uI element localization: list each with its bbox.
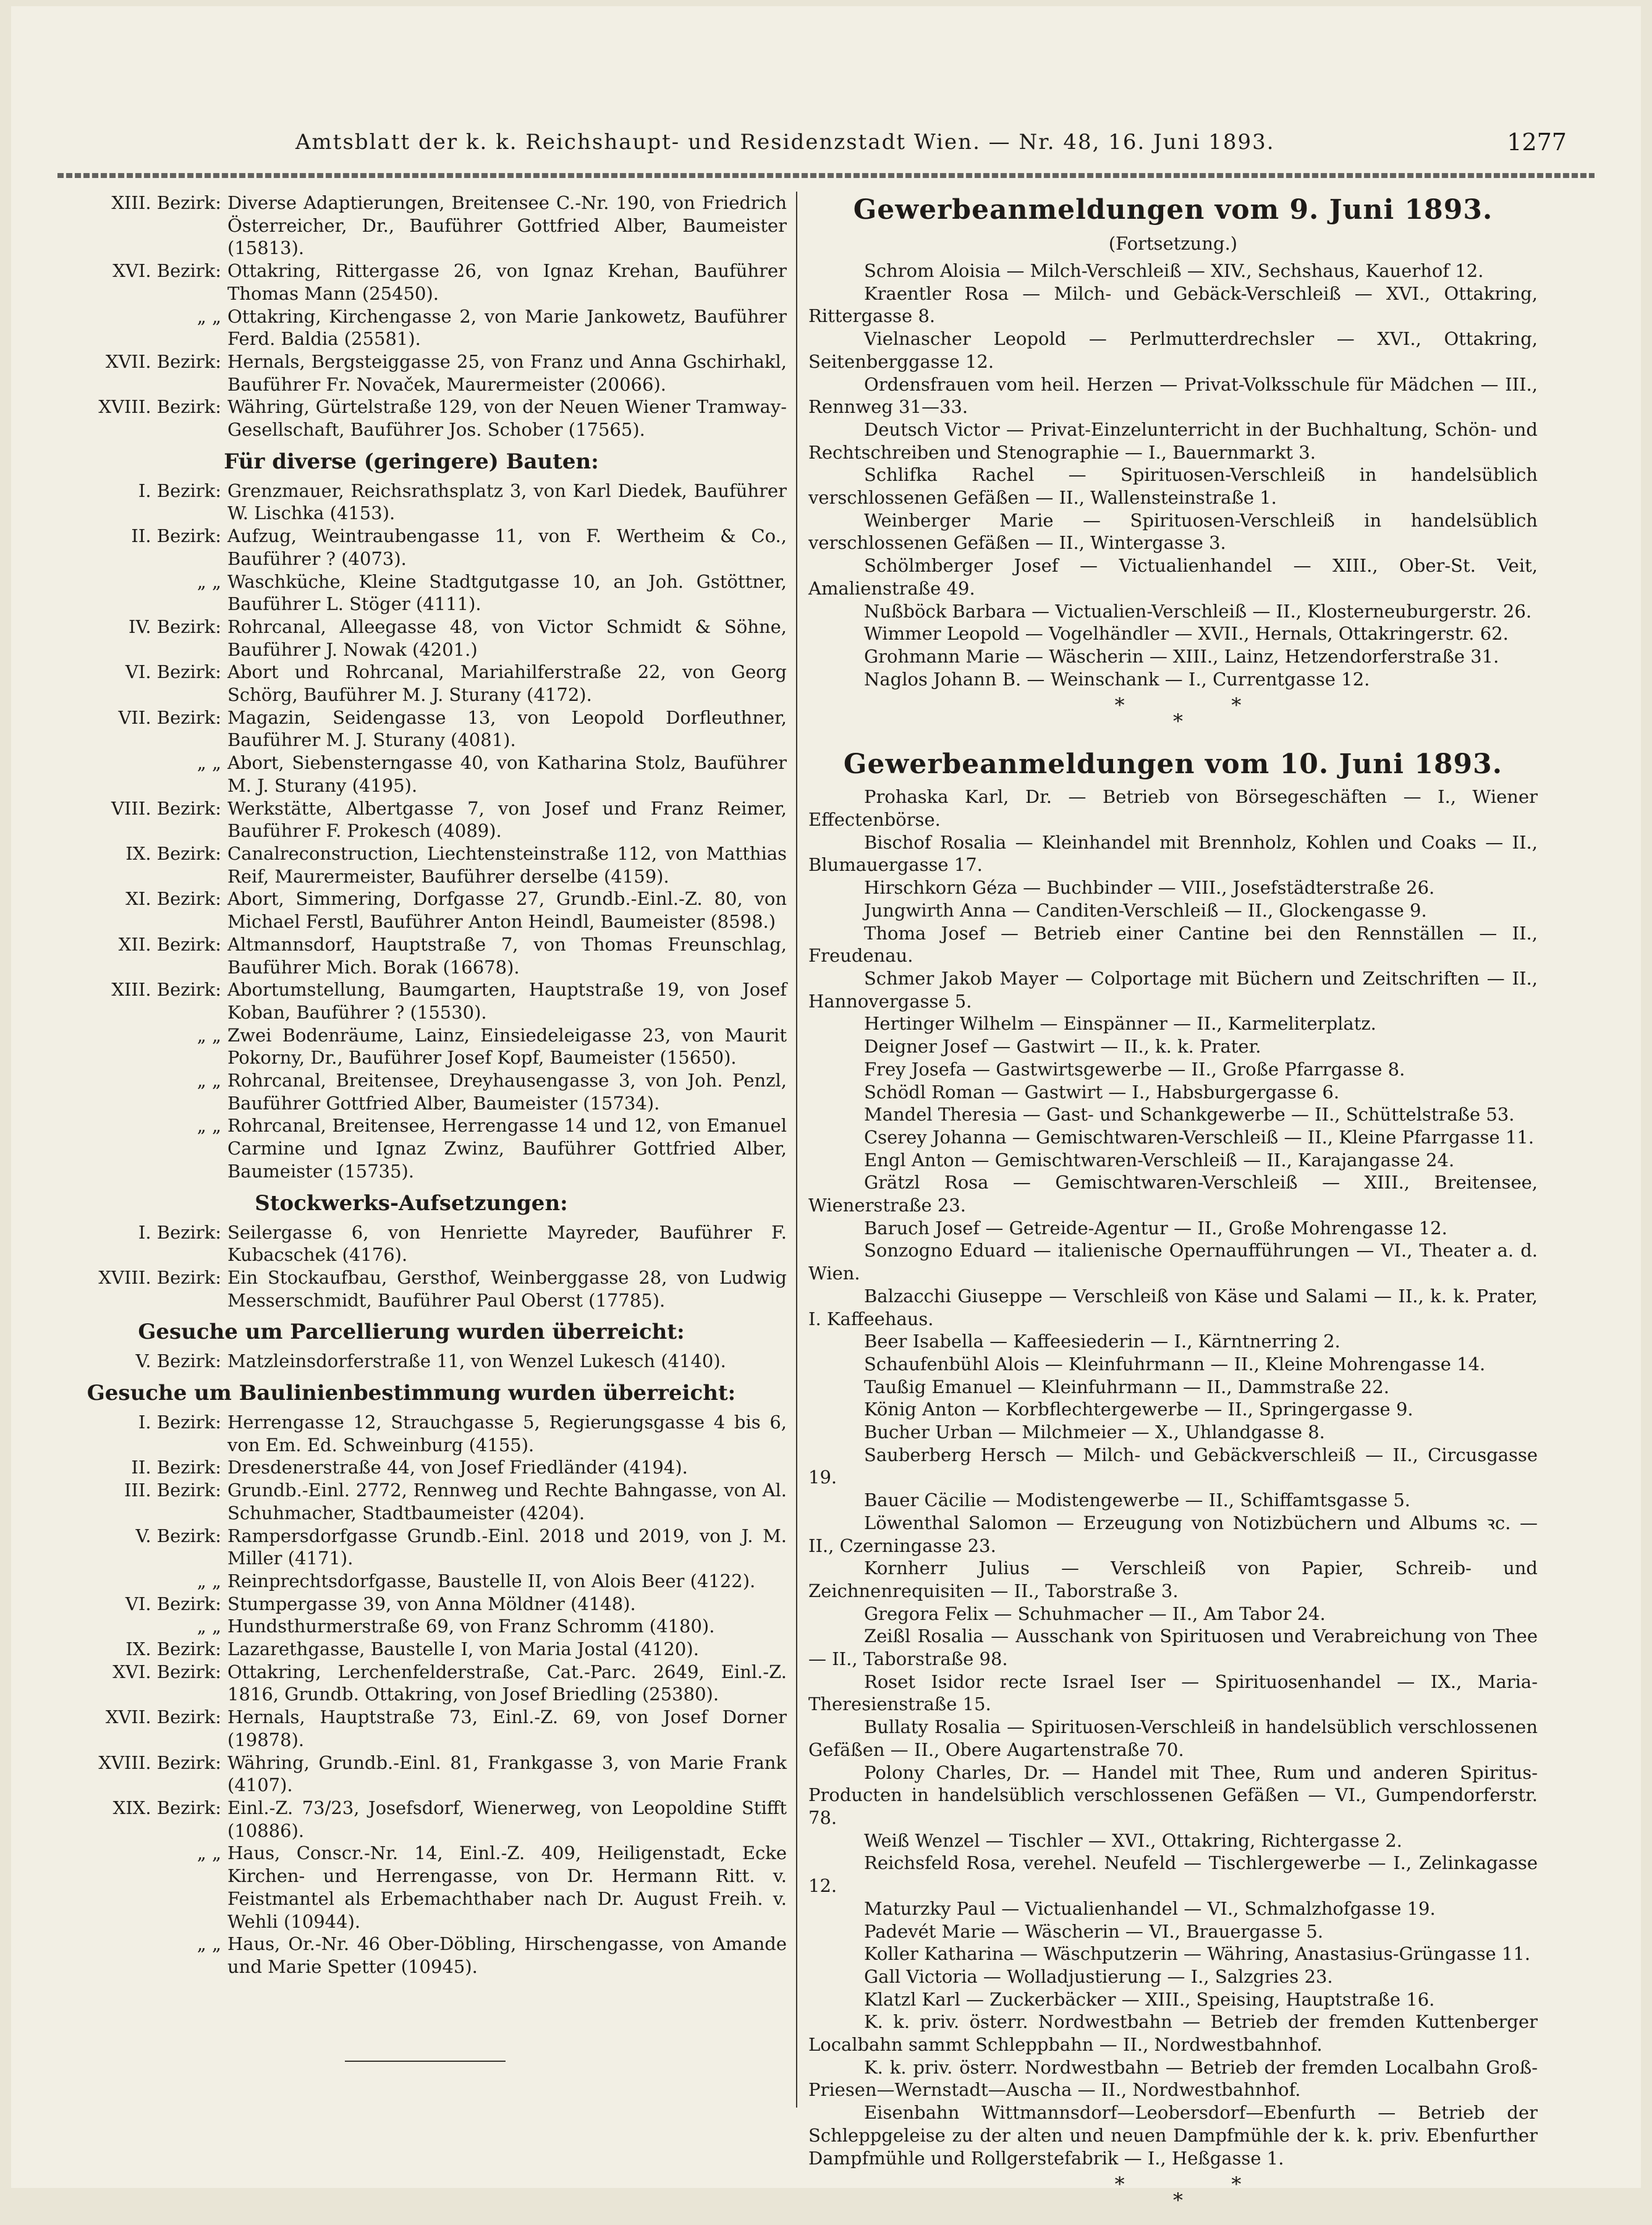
registration-entry: Bischof Rosalia — Kleinhandel mit Brennholz, Kohlen und Coaks — II., Blumauergasse 17. xyxy=(808,831,1538,876)
entry-text: Seilergasse 6, von Henriette Mayreder, Bauführer F. Kubacschek (4176). xyxy=(227,1221,787,1266)
registration-entry: Schmer Jakob Mayer — Colportage mit Büchern und Zeitschriften — II., Hannovergasse 5. xyxy=(808,967,1538,1012)
registration-entry: Baruch Josef — Getreide-Agentur — II., Große Mohrengasse 12. xyxy=(864,1217,1447,1239)
page-header xyxy=(85,124,1567,161)
registration-entry: Sauberberg Hersch — Milch- und Gebäckverschleiß — II., Circusgasse 19. xyxy=(808,1444,1538,1488)
registration-entry: Beer Isabella — Kaffeesiederin — I., Kärntnerring 2. xyxy=(864,1331,1341,1352)
registration-entry: Ordensfrauen vom heil. Herzen — Privat-Volksschule für Mädchen — III., Rennweg 31—33. xyxy=(808,373,1538,418)
district-label: XVII. Bezirk: xyxy=(105,350,221,372)
district-label: V. Bezirk: xyxy=(135,1350,221,1372)
page-number: 1277 xyxy=(1507,129,1567,156)
registration-entry: Roset Isidor recte Israel Iser — Spirituosenhandel — IX., Maria-Theresienstraße 15. xyxy=(808,1671,1538,1715)
registration-entry: Taußig Emanuel — Kleinfuhrmann — II., Dammstraße 22. xyxy=(864,1376,1389,1397)
registration-entry: Schödl Roman — Gastwirt — I., Habsburgergasse 6. xyxy=(864,1081,1340,1103)
star: * xyxy=(1173,710,1183,734)
district-label: IX. Bezirk: xyxy=(125,1638,221,1660)
district-label: II. Bezirk: xyxy=(131,1457,221,1478)
registration-entry: Grohmann Marie — Wäscherin — XIII., Lainz, Hetzendorferstraße 31. xyxy=(864,645,1499,667)
district-label: „ „ xyxy=(197,752,221,774)
registration-entry: Vielnascher Leopold — Perlmutterdrechsler — XVI., Ottakring, Seitenberggasse 12. xyxy=(808,328,1538,372)
registration-entry: König Anton — Korbflechtergewerbe — II., Springergasse 9. xyxy=(864,1399,1413,1420)
entry-text: Grenzmauer, Reichsrathsplatz 3, von Karl Diedek, Bauführer W. Lischka (4153). xyxy=(227,480,787,524)
list-item xyxy=(36,1797,787,1842)
entry-text: Aufzug, Weintraubengasse 11, von F. Wertheim & Co., Bauführer ? (4073). xyxy=(227,525,787,569)
left-top-entries xyxy=(36,192,787,441)
registration-entry: K. k. priv. österr. Nordwestbahn — Betrieb der fremden Kuttenberger Localbahn sammt Schleppbahn — II., Nordwestbahnhof. xyxy=(808,2011,1538,2056)
list-item xyxy=(36,1266,787,1312)
list-item xyxy=(36,888,787,933)
list-item xyxy=(36,1069,787,1114)
header-rule xyxy=(57,173,1595,178)
district-label: VI. Bezirk: xyxy=(125,1593,221,1614)
parcellierung-entries xyxy=(36,1350,787,1373)
entry-text: Matzleinsdorferstraße 11, von Wenzel Lukesch (4140). xyxy=(227,1350,726,1372)
district-label: XVI. Bezirk: xyxy=(112,260,221,282)
list-item xyxy=(36,525,787,570)
district-label: „ „ xyxy=(197,1070,221,1091)
list-item xyxy=(36,933,787,978)
list-item xyxy=(36,350,787,396)
registration-entry: Deigner Josef — Gastwirt — II., k. k. Prater. xyxy=(864,1036,1261,1057)
entry-text: Abort, Simmering, Dorfgasse 27, Grundb.-Einl.-Z. 80, von Michael Ferstl, Bauführer Anton Heindl, Baumeister (8598.) xyxy=(227,888,787,933)
list-item xyxy=(36,1525,787,1570)
registration-entry: Prohaska Karl, Dr. — Betrieb von Börsegeschäften — I., Wiener Effectenbörse. xyxy=(808,786,1538,831)
section-title-diverse: Für diverse (geringere) Bauten: xyxy=(224,449,599,474)
registration-entry: Bauer Cäcilie — Modistengewerbe — II., Schiffamtsgasse 5. xyxy=(864,1490,1410,1511)
registration-entry: Bullaty Rosalia — Spirituosen-Verschleiß in handelsüblich verschlossenen Gefäßen — II., Obere Augartenstraße 70. xyxy=(808,1716,1538,1760)
registration-entry: Klatzl Karl — Zuckerbäcker — XIII., Speising, Hauptstraße 16. xyxy=(864,1988,1435,2010)
district-label: „ „ xyxy=(197,1842,221,1864)
entry-text: Haus, Or.-Nr. 46 Ober-Döbling, Hirschengasse, von Amande und Marie Spetter (10945). xyxy=(227,1933,787,1977)
registration-entry: Mandel Theresia — Gast- und Schankgewerbe — II., Schüttelstraße 53. xyxy=(864,1104,1515,1125)
list-item xyxy=(36,1593,787,1616)
list-item xyxy=(36,305,787,350)
entry-text: Abortumstellung, Baumgarten, Hauptstraße 19, von Josef Koban, Bauführer ? (15530). xyxy=(227,979,787,1023)
district-label: IX. Bezirk: xyxy=(125,842,221,864)
entry-text: Zwei Bodenräume, Lainz, Einsiedeleigasse 23, von Maurit Pokorny, Dr., Bauführer Josef Kopf, Baumeister (15650). xyxy=(227,1024,787,1069)
registration-entry: Padevét Marie — Wäscherin — VI., Brauergasse 5. xyxy=(864,1920,1324,1942)
entry-text: Rohrcanal, Alleegasse 48, von Victor Schmidt & Söhne, Bauführer J. Nowak (4201.) xyxy=(227,616,787,660)
entry-text: Abort und Rohrcanal, Mariahilferstraße 22, von Georg Schörg, Bauführer M. J. Sturany (4172). xyxy=(227,661,787,706)
list-item xyxy=(36,752,787,797)
district-label: VII. Bezirk: xyxy=(118,706,221,728)
diverse-entries xyxy=(36,480,787,1183)
subheading-continuation: (Fortsetzung.) xyxy=(1108,233,1238,254)
june-9-entries xyxy=(808,260,1538,690)
registration-entry: Thoma Josef — Betrieb einer Cantine bei den Rennställen — II., Freudenau. xyxy=(808,922,1538,967)
bottom-rule xyxy=(345,2061,506,2062)
district-label: „ „ xyxy=(197,1570,221,1591)
district-label: V. Bezirk: xyxy=(135,1525,221,1546)
list-item xyxy=(36,1114,787,1182)
entry-text: Dresdenerstraße 44, von Josef Friedländer (4194). xyxy=(227,1457,688,1478)
newspaper-page xyxy=(11,6,1641,2213)
district-label: „ „ xyxy=(197,1115,221,1137)
section-title-parcellierung: Gesuche um Parcellierung wurden überreicht: xyxy=(138,1320,685,1345)
registration-entry: Bucher Urban — Milchmeier — X., Uhlandgasse 8. xyxy=(864,1422,1325,1443)
district-label: XII. Bezirk: xyxy=(118,933,221,955)
heading-june-10: Gewerbeanmeldungen vom 10. Juni 1893. xyxy=(843,748,1503,781)
entry-text: Ottakring, Lerchenfelderstraße, Cat.-Parc. 2649, Einl.-Z. 1816, Grundb. Ottakring, von Josef Briedling (25380). xyxy=(227,1661,787,1705)
entry-text: Canalreconstruction, Liechtensteinstraße 112, von Matthias Reif, Maurermeister, Bauführer derselbe (4159). xyxy=(227,842,787,887)
district-label: „ „ xyxy=(197,305,221,327)
entry-text: Werkstätte, Albertgasse 7, von Josef und Franz Reimer, Bauführer F. Prokesch (4089). xyxy=(227,797,787,842)
list-item xyxy=(36,797,787,842)
district-label: XVI. Bezirk: xyxy=(112,1661,221,1682)
entry-text: Rampersdorfgasse Grundb.-Einl. 2018 und 2019, von J. M. Miller (4171). xyxy=(227,1525,787,1569)
district-label: „ „ xyxy=(197,1616,221,1637)
registration-entry: Grätzl Rosa — Gemischtwaren-Verschleiß — XIII., Breitensee, Wienerstraße 23. xyxy=(808,1172,1538,1216)
registration-entry: Weinberger Marie — Spirituosen-Verschleiß in handelsüblich verschlossenen Gefäßen — II., Wintergasse 3. xyxy=(808,509,1538,554)
section-title-baulinien: Gesuche um Baulinienbestimmung wurden überreicht: xyxy=(87,1381,736,1406)
registration-entry: Polony Charles, Dr. — Handel mit Thee, Rum und anderen Spiritus-Producten in handelsüblich verschlossenen Gefäßen — VI., Gumpendorferstr. 78. xyxy=(808,1761,1538,1828)
column-divider xyxy=(796,192,797,2108)
district-label: XVIII. Bezirk: xyxy=(98,1752,221,1773)
list-item xyxy=(36,1221,787,1266)
list-item xyxy=(36,1479,787,1524)
list-item xyxy=(36,1411,787,1456)
list-item xyxy=(36,616,787,661)
list-item xyxy=(36,661,787,706)
star: * xyxy=(1114,693,1125,718)
list-item xyxy=(36,1570,787,1593)
registration-entry: Hirschkorn Géza — Buchbinder — VIII., Josefstädterstraße 26. xyxy=(864,877,1435,899)
registration-entry: Naglos Johann B. — Weinschank — I., Currentgasse 12. xyxy=(864,668,1370,690)
entry-text: Diverse Adaptierungen, Breitensee C.-Nr. 190, von Friedrich Österreicher, Dr., Bauführer Gottfried Alber, Baumeister (15813). xyxy=(227,192,787,259)
star: * xyxy=(1231,693,1242,718)
registration-entry: Engl Anton — Gemischtwaren-Verschleiß — II., Karajangasse 24. xyxy=(864,1149,1455,1171)
registration-entry: Nußböck Barbara — Victualien-Verschleiß — II., Klosterneuburgerstr. 26. xyxy=(864,600,1532,622)
list-item xyxy=(36,1638,787,1661)
entry-text: Magazin, Seidengasse 13, von Leopold Dorfleuthner, Bauführer M. J. Sturany (4081). xyxy=(227,706,787,751)
entry-text: Ottakring, Kirchengasse 2, von Marie Jankowetz, Bauführer Ferd. Baldia (25581). xyxy=(227,305,787,350)
registration-entry: Weiß Wenzel — Tischler — XVI., Ottakring, Richtergasse 2. xyxy=(864,1829,1402,1851)
entry-text: Haus, Conscr.-Nr. 14, Einl.-Z. 409, Heiligenstadt, Ecke Kirchen- und Herrengasse, von Dr. Hermann Ritt. v. Feistmantel als Erbemachthaber nach Dr. August Freih. v. Wehli (10944). xyxy=(227,1842,787,1932)
district-label: „ „ xyxy=(197,570,221,592)
registration-entry: Zeißl Rosalia — Ausschank von Spirituosen und Verabreichung von Thee — II., Taborstraße 98. xyxy=(808,1625,1538,1670)
list-item xyxy=(36,1752,787,1797)
registration-entry: Sonzogno Eduard — italienische Opernaufführungen — VI., Theater a. d. Wien. xyxy=(808,1240,1538,1284)
list-item xyxy=(36,570,787,616)
entry-text: Waschküche, Kleine Stadtgutgasse 10, an Joh. Gstöttner, Bauführer L. Stöger (4111). xyxy=(227,570,787,615)
registration-entry: K. k. priv. österr. Nordwestbahn — Betrieb der fremden Localbahn Groß-Priesen—Wernstadt—Auscha — II., Nordwestbahnhof. xyxy=(808,2056,1538,2101)
district-label: IV. Bezirk: xyxy=(129,616,221,637)
entry-text: Währing, Grundb.-Einl. 81, Frankgasse 3, von Marie Frank (4107). xyxy=(227,1752,787,1796)
baulinien-entries xyxy=(36,1411,787,1978)
header-title: Amtsblatt der k. k. Reichshaupt- und Residenzstadt Wien. — Nr. 48, 16. Juni 1893. xyxy=(295,130,1275,155)
registration-entry: Deutsch Victor — Privat-Einzelunterricht in der Buchhaltung, Schön- und Rechtschreiben und Stenographie — I., Bauernmarkt 3. xyxy=(808,418,1538,463)
registration-entry: Kraentler Rosa — Milch- und Gebäck-Verschleiß — XVI., Ottakring, Rittergasse 8. xyxy=(808,282,1538,327)
list-item xyxy=(36,1456,787,1479)
list-item xyxy=(36,842,787,888)
entry-text: Lazarethgasse, Baustelle I, von Maria Jostal (4120). xyxy=(227,1638,699,1660)
star: * xyxy=(1114,2172,1125,2197)
registration-entry: Jungwirth Anna — Canditen-Verschleiß — II., Glockengasse 9. xyxy=(864,899,1427,921)
list-item xyxy=(36,192,787,260)
entry-text: Altmannsdorf, Hauptstraße 7, von Thomas Freunschlag, Bauführer Mich. Borak (16678). xyxy=(227,933,787,978)
entry-text: Einl.-Z. 73/23, Josefsdorf, Wienerweg, von Leopoldine Stifft (10886). xyxy=(227,1797,787,1841)
district-label: VI. Bezirk: xyxy=(125,661,221,683)
district-label: XVIII. Bezirk: xyxy=(98,396,221,418)
registration-entry: Frey Josefa — Gastwirtsgewerbe — II., Große Pfarrgasse 8. xyxy=(864,1058,1405,1080)
registration-entry: Schrom Aloisia — Milch-Verschleiß — XIV., Sechshaus, Kauerhof 12. xyxy=(864,260,1484,281)
list-item xyxy=(36,1661,787,1706)
district-label: I. Bezirk: xyxy=(138,1412,221,1433)
right-column xyxy=(808,192,1538,2225)
registration-entry: Gall Victoria — Wolladjustierung — I., Salzgries 23. xyxy=(864,1965,1333,1987)
district-label: „ „ xyxy=(197,1933,221,1955)
star: * xyxy=(1231,2172,1242,2197)
district-label: XVIII. Bezirk: xyxy=(98,1266,221,1288)
entry-text: Rohrcanal, Breitensee, Dreyhausengasse 3, von Joh. Penzl, Bauführer Gottfried Alber, Baumeister (15734). xyxy=(227,1070,787,1114)
registration-entry: Wimmer Leopold — Vogelhändler — XVII., Hernals, Ottakringerstr. 62. xyxy=(864,623,1509,645)
list-item xyxy=(36,1842,787,1933)
stock-entries xyxy=(36,1221,787,1312)
list-item xyxy=(36,706,787,752)
district-label: III. Bezirk: xyxy=(124,1480,221,1501)
separator-stars xyxy=(808,694,1538,737)
district-label: I. Bezirk: xyxy=(138,1221,221,1243)
registration-entry: Reichsfeld Rosa, verehel. Neufeld — Tischlergewerbe — I., Zelinkagasse 12. xyxy=(808,1852,1538,1897)
list-item xyxy=(36,978,787,1024)
district-label: II. Bezirk: xyxy=(131,525,221,547)
registration-entry: Hertinger Wilhelm — Einspänner — II., Karmeliterplatz. xyxy=(864,1013,1376,1035)
list-item xyxy=(36,396,787,441)
entry-text: Grundb.-Einl. 2772, Rennweg und Rechte Bahngasse, von Al. Schuhmacher, Stadtbaumeister (4204). xyxy=(227,1480,787,1524)
registration-entry: Schlifka Rachel — Spirituosen-Verschleiß in handelsüblich verschlossenen Gefäßen — II., Wallensteinstraße 1. xyxy=(808,464,1538,509)
entry-text: Hundsthurmerstraße 69, von Franz Schromm (4180). xyxy=(227,1616,715,1637)
registration-entry: Eisenbahn Wittmannsdorf—Leobersdorf—Ebenfurth — Betrieb der Schleppgeleise zu der alten und neuen Dampfmühle der k. k. priv. Ebenfurther Dampfmühle und Rollgerstefabrik — I., Heßgasse 1. xyxy=(808,2102,1538,2169)
star: * xyxy=(1173,2189,1183,2213)
district-label: XIII. Bezirk: xyxy=(111,192,221,213)
list-item xyxy=(36,1615,787,1638)
district-label: XVII. Bezirk: xyxy=(105,1706,221,1728)
registration-entry: Gregora Felix — Schuhmacher — II., Am Tabor 24. xyxy=(864,1603,1326,1624)
entry-text: Währing, Gürtelstraße 129, von der Neuen Wiener Tramway-Gesellschaft, Bauführer Jos. Schober (17565). xyxy=(227,396,787,441)
registration-entry: Schölmberger Josef — Victualienhandel — XIII., Ober-St. Veit, Amalienstraße 49. xyxy=(808,555,1538,599)
list-item xyxy=(36,1933,787,1978)
left-column xyxy=(36,192,787,1978)
entry-text: Hernals, Bergsteiggasse 25, von Franz und Anna Gschirhakl, Bauführer Fr. Novaček, Maurermeister (20066). xyxy=(227,350,787,395)
entry-text: Stumpergasse 39, von Anna Möldner (4148). xyxy=(227,1593,636,1614)
entry-text: Abort, Siebensterngasse 40, von Katharina Stolz, Bauführer M. J. Sturany (4195). xyxy=(227,752,787,796)
district-label: I. Bezirk: xyxy=(138,480,221,501)
district-label: XIII. Bezirk: xyxy=(111,979,221,1001)
registration-entry: Schaufenbühl Alois — Kleinfuhrmann — II., Kleine Mohrengasse 14. xyxy=(864,1353,1486,1375)
entry-text: Ein Stockaufbau, Gersthof, Weinberggasse 28, von Ludwig Messerschmidt, Bauführer Paul Oberst (17785). xyxy=(227,1266,787,1311)
registration-entry: Balzacchi Giuseppe — Verschleiß von Käse und Salami — II., k. k. Prater, I. Kaffeehaus. xyxy=(808,1285,1538,1329)
district-label: XI. Bezirk: xyxy=(125,888,221,910)
registration-entry: Koller Katharina — Wäschputzerin — Währing, Anastasius-Grüngasse 11. xyxy=(864,1943,1531,1965)
district-label: VIII. Bezirk: xyxy=(111,797,221,819)
list-item xyxy=(36,1350,787,1373)
june-10-entries xyxy=(808,786,1538,2169)
separator-stars-bottom xyxy=(808,2173,1538,2216)
list-item xyxy=(36,480,787,525)
heading-june-9: Gewerbeanmeldungen vom 9. Juni 1893. xyxy=(853,194,1493,226)
list-item xyxy=(36,1706,787,1751)
entry-text: Ottakring, Rittergasse 26, von Ignaz Krehan, Bauführer Thomas Mann (25450). xyxy=(227,260,787,304)
entry-text: Reinprechtsdorfgasse, Baustelle II, von Alois Beer (4122). xyxy=(227,1570,756,1591)
entry-text: Herrengasse 12, Strauchgasse 5, Regierungsgasse 4 bis 6, von Em. Ed. Schweinburg (4155). xyxy=(227,1412,787,1456)
registration-entry: Cserey Johanna — Gemischtwaren-Verschleiß — II., Kleine Pfarrgasse 11. xyxy=(864,1126,1535,1148)
registration-entry: Kornherr Julius — Verschleiß von Papier, Schreib- und Zeichnenrequisiten — II., Taborstraße 3. xyxy=(808,1558,1538,1601)
district-label: „ „ xyxy=(197,1024,221,1046)
section-title-stock: Stockwerks-Aufsetzungen: xyxy=(255,1190,568,1216)
list-item xyxy=(36,1024,787,1069)
entry-text: Rohrcanal, Breitensee, Herrengasse 14 und 12, von Emanuel Carmine und Ignaz Zwinz, Bauführer Gottfried Alber, Baumeister (15735). xyxy=(227,1115,787,1182)
registration-entry: Maturzky Paul — Victualienhandel — VI., Schmalzhofgasse 19. xyxy=(864,1897,1436,1919)
list-item xyxy=(36,260,787,305)
district-label: XIX. Bezirk: xyxy=(112,1797,221,1818)
registration-entry: Löwenthal Salomon — Erzeugung von Notizbüchern und Albums ꝛc. — II., Czerningasse 23. xyxy=(808,1512,1538,1556)
entry-text: Hernals, Hauptstraße 73, Einl.-Z. 69, von Josef Dorner (19878). xyxy=(227,1706,787,1750)
